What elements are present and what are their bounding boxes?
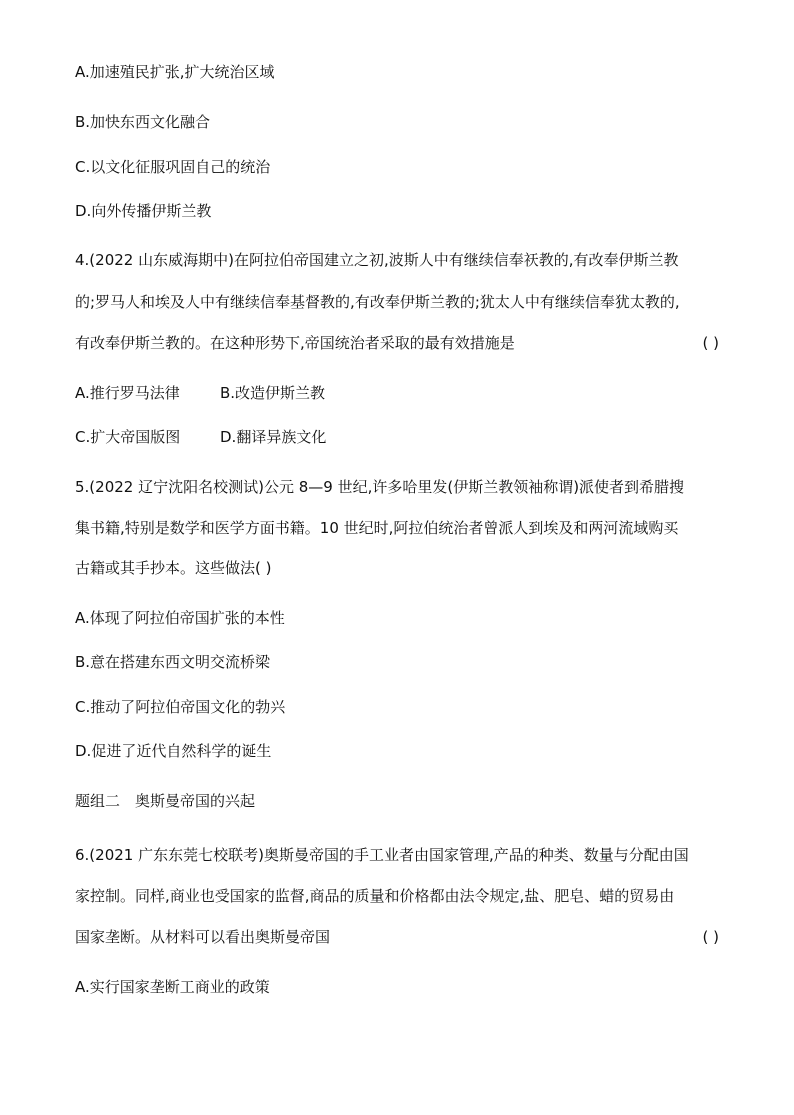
q6-option-a: A.实行国家垄断工商业的政策 — [75, 978, 270, 996]
q4-options-row2 — [75, 427, 326, 447]
group2-title: 题组二 奥斯曼帝国的兴起 — [75, 792, 256, 810]
q3-option-a: A.加速殖民扩张,扩大统治区域 — [75, 63, 275, 81]
q4-options-row1 — [75, 383, 325, 403]
q4-option-b: B.改造伊斯兰教 — [220, 384, 326, 402]
q5-option-a: A.体现了阿拉伯帝国扩张的本性 — [75, 609, 285, 627]
q5-option-c: C.推动了阿拉伯帝国文化的勃兴 — [75, 698, 286, 716]
q3-option-d: D.向外传播伊斯兰教 — [75, 202, 212, 220]
q4-option-d: D.翻译异族文化 — [220, 428, 327, 446]
q4-answer-paren: ( ) — [702, 334, 719, 352]
q4-stem-line3: 有改奉伊斯兰教的。在这种形势下,帝国统治者采取的最有效措施是 — [75, 334, 515, 352]
q4-option-c: C.扩大帝国版图 — [75, 428, 181, 446]
q6-answer-paren: ( ) — [702, 928, 719, 946]
q4-option-a: A.推行罗马法律 — [75, 384, 180, 402]
q5-option-b: B.意在搭建东西文明交流桥梁 — [75, 653, 271, 671]
q6-stem-line1: 6.(2021 广东东莞七校联考)奥斯曼帝国的手工业者由国家管理,产品的种类、数量与分配由国 — [75, 846, 689, 864]
q4-stem-line1: 4.(2022 山东威海期中)在阿拉伯帝国建立之初,波斯人中有继续信奉祆教的,有改奉伊斯兰教 — [75, 251, 679, 269]
q5-option-d: D.促进了近代自然科学的诞生 — [75, 742, 272, 760]
q3-option-c: C.以文化征服巩固自己的统治 — [75, 158, 271, 176]
q3-option-b: B.加快东西文化融合 — [75, 113, 211, 131]
q5-stem-line2: 集书籍,特别是数学和医学方面书籍。10 世纪时,阿拉伯统治者曾派人到埃及和两河流域购买 — [75, 519, 679, 537]
q6-stem-line3-row — [75, 927, 719, 947]
q6-stem-line3: 国家垄断。从材料可以看出奥斯曼帝国 — [75, 928, 331, 946]
q4-stem-line2: 的;罗马人和埃及人中有继续信奉基督教的,有改奉伊斯兰教的;犹太人中有继续信奉犹太教的, — [75, 293, 680, 311]
q4-stem-line3-row — [75, 333, 719, 353]
q5-stem-line1: 5.(2022 辽宁沈阳名校测试)公元 8—9 世纪,许多哈里发(伊斯兰教领袖称谓)派使者到希腊搜 — [75, 478, 685, 496]
q5-stem-line3: 古籍或其手抄本。这些做法( ) — [75, 559, 272, 577]
q6-stem-line2: 家控制。同样,商业也受国家的监督,商品的质量和价格都由法令规定,盐、肥皂、蜡的贸易由 — [75, 887, 675, 905]
